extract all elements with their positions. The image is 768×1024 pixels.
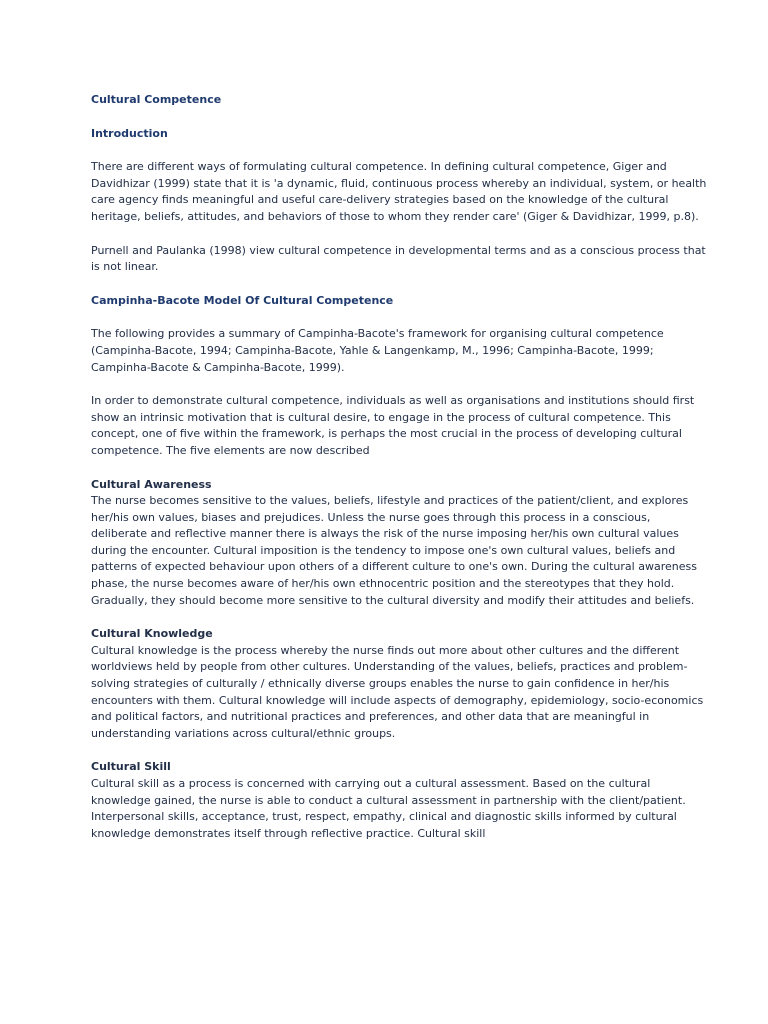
model-paragraph-1: The following provides a summary of Campinha-Bacote's framework for organising cultural competence (Campinha-Bacote, 1994; Campinha-Bacote, Yahle & Langenkamp, M., 1996; Campinha-Bacote, 1999; Campinha-Bacote & Campinha-Bacote, 1999). <box>91 327 664 374</box>
cultural-awareness-text: The nurse becomes sensitive to the values, beliefs, lifestyle and practices of the patient/client, and explores her/his own values, biases and prejudices. Unless the nurse goes through this process in a conscious, deliberate and reflective manner there is always the risk of the nurse imposing her/his own cultural values during the encounter. Cultural imposition is the tendency to impose one's own cultural values, beliefs and patterns of expected behaviour upon others of a different culture to one's own. During the cultural awareness phase, the nurse becomes aware of her/his own ethnocentric position and the stereotypes that they hold. Gradually, they should become more sensitive to the cultural diversity and modify their attitudes and beliefs. <box>91 494 697 607</box>
cultural-knowledge-heading: Cultural Knowledge <box>91 627 213 641</box>
model-heading: Campinha-Bacote Model Of Cultural Competence <box>91 293 394 307</box>
model-paragraph-2: In order to demonstrate cultural competence, individuals as well as organisations and institutions should first show an intrinsic motivation that is cultural desire, to engage in the process of cultural competence. This concept, one of five within the framework, is perhaps the most crucial in the process of developing cultural competence. The five elements are now described <box>91 394 695 457</box>
document-title: Cultural Competence <box>91 93 222 106</box>
intro-paragraph-2: Purnell and Paulanka (1998) view cultural competence in developmental terms and as a conscious process that is not linear. <box>91 243 706 274</box>
cultural-skill-heading: Cultural Skill <box>91 760 171 774</box>
cultural-skill-text: Cultural skill as a process is concerned with carrying out a cultural assessment. Based on the cultural knowledge gained, the nurse is able to conduct a cultural assessment in partnership with the client/patient. Interpersonal skills, acceptance, trust, respect, empathy, clinical and diagnostic skills informed by cultural knowledge demonstrates itself through reflective practice. Cultural skill <box>91 777 686 840</box>
cultural-knowledge-text: Cultural knowledge is the process whereby the nurse finds out more about other cultures and the different worldviews held by people from other cultures. Understanding of the values, beliefs, practices and problem-solving strategies of culturally / ethnically diverse groups enables the nurse to gain confidence in her/his encounters with them. Cultural knowledge will include aspects of demography, epidemiology, socio-economics and political factors, and nutritional practices and preferences, and other data that are meaningful in understanding variations across cultural/ethnic groups. <box>91 643 704 740</box>
intro-paragraph-1: There are different ways of formulating cultural competence. In defining cultural competence, Giger and Davidhizar (1999) state that it is 'a dynamic, fluid, continuous process whereby an individual, system, or health care agency finds meaningful and useful care-delivery strategies based on the knowledge of the cultural heritage, beliefs, attitudes, and behaviors of those to whom they render care' (Giger & Davidhizar, 1999, p.8). <box>91 160 707 223</box>
introduction-heading: Introduction <box>91 126 168 140</box>
cultural-awareness-heading: Cultural Awareness <box>91 477 212 491</box>
